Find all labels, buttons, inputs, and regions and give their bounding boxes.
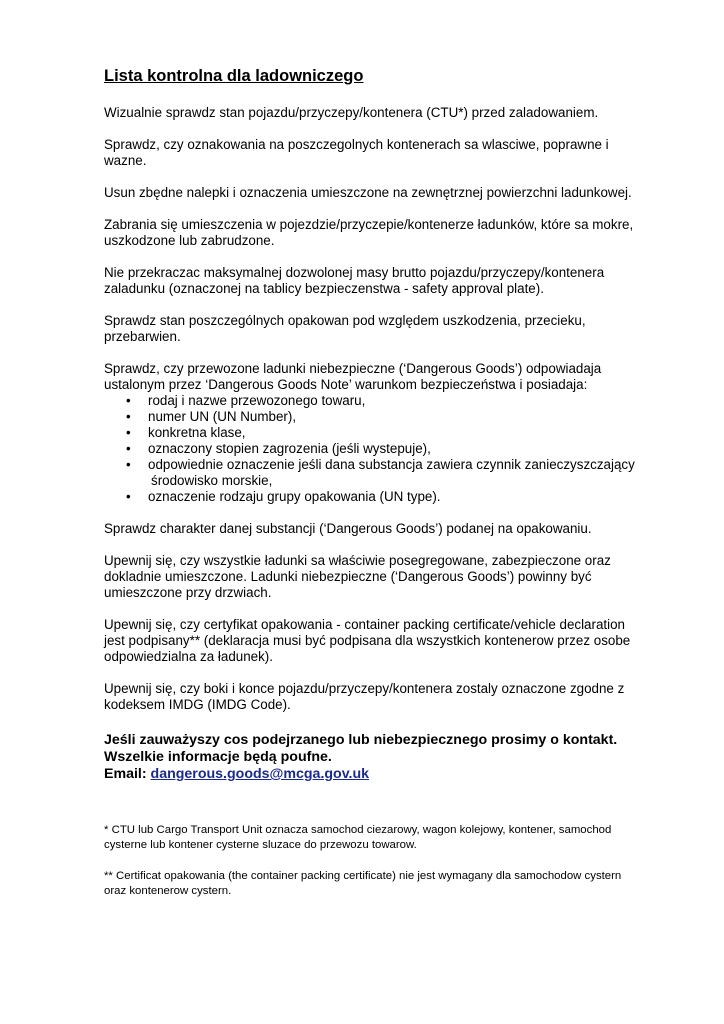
paragraph-remove-labels: Usun zbędne nalepki i oznaczenia umieszczone na zewnętrznej powierzchni ladunkowej. — [104, 185, 632, 200]
footnote-ctu: * CTU lub Cargo Transport Unit oznacza samochod ciezarowy, wagon kolejowy, kontener, samochod cysterne lub kontener cysterne sluzace do przewozu towarow. — [104, 824, 612, 851]
paragraph-substance-character: Sprawdz charakter danej substancji (‘Dangerous Goods’) podanej na opakowaniu. — [104, 521, 592, 536]
paragraph-packaging-condition: Sprawdz stan poszczególnych opakowan pod względem uszkodzenia, przecieku, przebarwien. — [104, 313, 586, 344]
bullet-icon: • — [126, 409, 131, 424]
paragraph-dangerous-goods-check: Sprawdz, czy przewozone ladunki niebezpieczne (‘Dangerous Goods’) odpowiadaja ustalonym przez ‘Dangerous Goods Note’ warunkom bezpieczeństwa i posiadaja: — [104, 361, 602, 392]
bullet-icon: • — [126, 489, 131, 504]
bullet-icon: • — [126, 457, 131, 472]
paragraph-packing-certificate: Upewnij się, czy certyfikat opakowania - container packing certificate/vehicle declaration jest podpisany** (deklaracja musi być podpisana dla wszystkich kontenerow przez osobe odpowiedzialna za ładunek). — [104, 617, 631, 664]
list-item: • konkretna klase, — [126, 425, 246, 440]
contact-request: Jeśli zauważyszy cos podejrzanego lub niebezpiecznego prosimy o kontakt. — [104, 732, 618, 748]
paragraph-max-gross-mass: Nie przekraczac maksymalnej dozwolonej masy brutto pojazdu/przyczepy/kontenera zaladunku (oznaczonej na tablicy bezpieczenstwa - safety approval plate). — [104, 265, 605, 296]
bullet-icon: • — [126, 425, 131, 440]
list-item: • oznaczony stopien zagrozenia (jeśli wystepuje), — [126, 441, 431, 456]
list-item: • oznaczenie rodzaju grupy opakowania (UN type). — [126, 489, 441, 504]
paragraph-container-markings: Sprawdz, czy oznakowania na poszczegolnych kontenerach sa wlasciwe, poprawne i wazne. — [104, 137, 609, 168]
email-link[interactable]: dangerous.goods@mcga.gov.uk — [150, 766, 370, 782]
document-title: Lista kontrolna dla ladowniczego — [104, 67, 364, 85]
list-item: • numer UN (UN Number), — [126, 409, 297, 424]
paragraph-imdg-marking: Upewnij się, czy boki i konce pojazdu/przyczepy/kontenera zostaly oznaczone zgodne z kodeksem IMDG (IMDG Code). — [104, 681, 625, 712]
confidentiality-note: Wszelkie informacje będą poufne. — [104, 749, 332, 765]
paragraph-visual-check: Wizualnie sprawdz stan pojazdu/przyczepy/kontenera (CTU*) przed zaladowaniem. — [104, 105, 599, 120]
bullet-icon: • — [126, 393, 131, 408]
list-item: • rodaj i nazwe przewozonego towaru, — [126, 393, 366, 408]
footnote-packing-certificate: ** Certificat opakowania (the container packing certificate) nie jest wymagany dla samochodow cystern oraz kontenerow cystern. — [104, 870, 622, 897]
paragraph-wet-damaged-cargo: Zabrania się umieszczenia w pojezdzie/przyczepie/kontenerze ładunków, które sa mokre, uszkodzone lub zabrudzone. — [104, 217, 634, 248]
list-item: • odpowiednie oznaczenie jeśli dana substancja zawiera czynnik zanieczyszczający środowisko morskie, — [126, 457, 635, 488]
document-page — [104, 66, 644, 915]
email-line — [104, 766, 644, 783]
dangerous-goods-requirements-list — [104, 393, 644, 505]
email-label: Email: — [104, 766, 147, 782]
contact-section — [104, 732, 644, 783]
bullet-icon: • — [126, 441, 131, 456]
paragraph-segregation: Upewnij się, czy wszystkie ładunki sa właściwie posegregowane, zabezpieczone oraz dokladnie umieszczone. Ladunki niebezpieczne (‘Dangerous Goods’) powinny być umieszczone przy drzwiach. — [104, 553, 611, 600]
